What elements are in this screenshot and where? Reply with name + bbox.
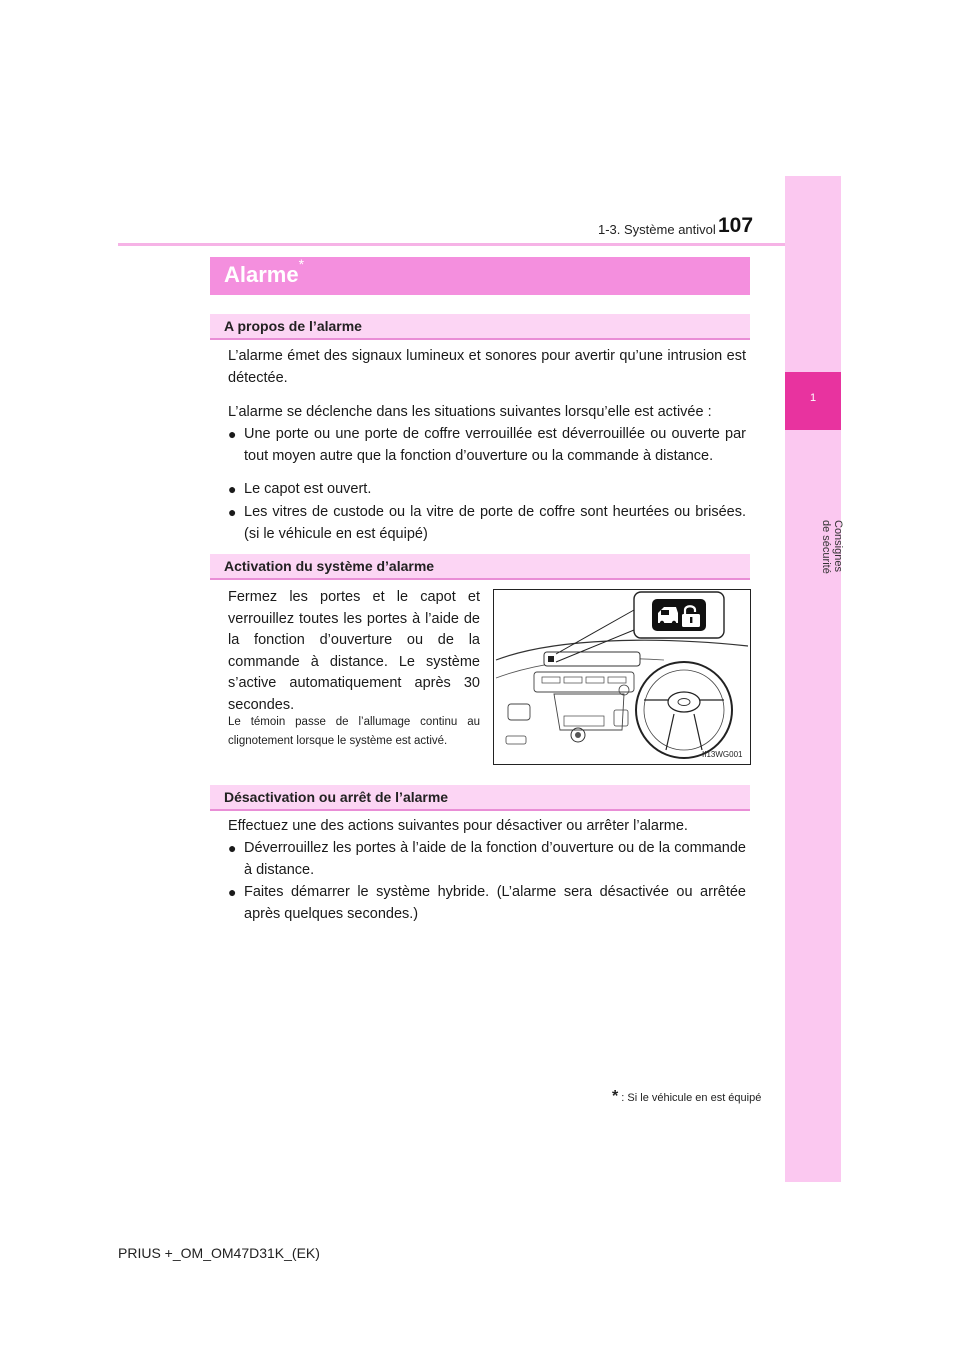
about-heading: A propos de l’alarme <box>224 318 362 334</box>
section-header: 1-3. Système antivol <box>598 222 716 237</box>
about-bullet-2 <box>228 478 746 500</box>
bullet-icon: ● <box>228 481 237 497</box>
footnote-asterisk: * <box>612 1088 619 1105</box>
activation-text: Fermez les portes et le capot et verrouillez toutes les portes à l’aide de la fonction d’ouverture ou de la commande à distance. Le système s’active automatiquement après 30 secondes. <box>228 589 480 713</box>
activation-heading: Activation du système d’alarme <box>224 558 435 574</box>
chapter-number: 1 <box>809 392 817 404</box>
footnote-text: : Si le véhicule en est équipé <box>621 1092 762 1104</box>
page-title-text: Alarme <box>224 262 299 287</box>
about-bullet-text: Le capot est ouvert. <box>244 481 372 497</box>
header-rule <box>118 243 785 246</box>
page-number: 107 <box>718 214 754 237</box>
deactivation-bullet-2 <box>228 881 746 925</box>
title-asterisk: * <box>298 256 305 272</box>
deactivation-bullet-text: Faites démarrer le système hybride. (L’alarme sera désactivée ou arrêtée après quelques secondes.) <box>244 884 746 922</box>
figure-code: II13WG001 <box>702 750 743 759</box>
about-bullet-3 <box>228 501 746 545</box>
chapter-label: Consignes de sécurité <box>820 520 844 574</box>
bullet-icon: ● <box>228 426 237 442</box>
footnote <box>612 1088 761 1106</box>
activation-note: Le témoin passe de l’allumage continu au clignotement lorsque le système est activé. <box>228 716 480 747</box>
chapter-side-tab <box>785 176 841 1182</box>
about-bullet-text: Les vitres de custode ou la vitre de porte de coffre sont heurtées ou brisées. (si le véhicule en est équipé) <box>244 504 746 542</box>
document-code-footer: PRIUS +_OM_OM47D31K_(EK) <box>118 1245 320 1261</box>
dashboard-drawing <box>494 590 750 764</box>
page-title <box>224 256 305 288</box>
bullet-icon: ● <box>228 840 237 856</box>
bullet-icon: ● <box>228 884 237 900</box>
about-bullet-1 <box>228 423 746 467</box>
about-intro: L’alarme émet des signaux lumineux et sonores pour avertir qu’une intrusion est détectée. <box>228 348 746 386</box>
about-trigger: L’alarme se déclenche dans les situations suivantes lorsqu’elle est activée : <box>228 404 712 420</box>
deactivation-bullet-1 <box>228 837 746 881</box>
bullet-icon: ● <box>228 504 237 520</box>
deactivation-intro: Effectuez une des actions suivantes pour désactiver ou arrêter l’alarme. <box>228 818 688 834</box>
deactivation-heading: Désactivation ou arrêt de l’alarme <box>224 789 449 805</box>
security-indicator-icon <box>652 599 706 631</box>
deactivation-bullet-text: Déverrouillez les portes à l’aide de la fonction d’ouverture ou de la commande à distance. <box>244 840 746 878</box>
about-bullet-text: Une porte ou une porte de coffre verrouillée est déverrouillée ou ouverte par tout moyen autre que la fonction d’ouverture ou la commande à distance. <box>244 426 746 464</box>
dashboard-illustration <box>493 589 751 765</box>
